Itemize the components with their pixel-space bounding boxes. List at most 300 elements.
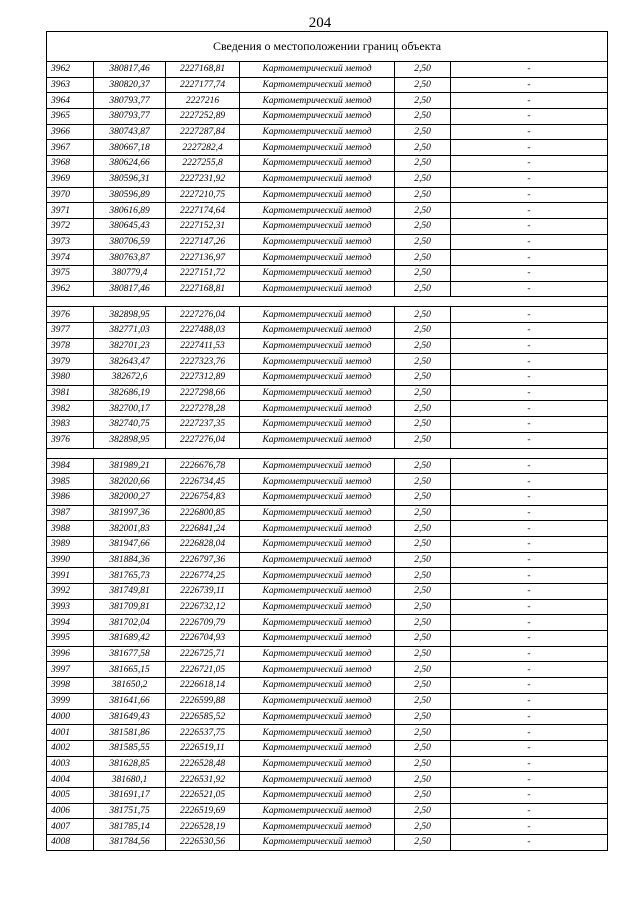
table-row — [47, 203, 608, 219]
accuracy-cell: 2,50 — [395, 109, 451, 125]
description-cell: - — [451, 599, 608, 615]
x-coordinate-cell: 380706,59 — [94, 234, 166, 250]
description-cell: - — [451, 370, 608, 386]
point-number-cell: 3965 — [47, 109, 94, 125]
description-cell: - — [451, 803, 608, 819]
y-coordinate-cell: 2227287,84 — [166, 124, 240, 140]
method-cell: Картометрический метод — [240, 354, 395, 370]
x-coordinate-cell: 381689,42 — [94, 631, 166, 647]
x-coordinate-cell: 382020,66 — [94, 474, 166, 490]
x-coordinate-cell: 382771,03 — [94, 323, 166, 339]
x-coordinate-cell: 382686,19 — [94, 385, 166, 401]
description-cell: - — [451, 693, 608, 709]
x-coordinate-cell: 380793,77 — [94, 109, 166, 125]
method-cell: Картометрический метод — [240, 474, 395, 490]
table-row — [47, 109, 608, 125]
method-cell: Картометрический метод — [240, 218, 395, 234]
method-cell: Картометрический метод — [240, 93, 395, 109]
method-cell: Картометрический метод — [240, 401, 395, 417]
y-coordinate-cell: 2227252,89 — [166, 109, 240, 125]
y-coordinate-cell: 2226709,79 — [166, 615, 240, 631]
table-row — [47, 599, 608, 615]
point-number-cell: 4006 — [47, 803, 94, 819]
y-coordinate-cell: 2226530,56 — [166, 835, 240, 851]
accuracy-cell: 2,50 — [395, 156, 451, 172]
x-coordinate-cell: 381785,14 — [94, 819, 166, 835]
method-cell: Картометрический метод — [240, 536, 395, 552]
method-cell: Картометрический метод — [240, 489, 395, 505]
method-cell: Картометрический метод — [240, 772, 395, 788]
method-cell: Картометрический метод — [240, 756, 395, 772]
point-number-cell: 3964 — [47, 93, 94, 109]
table-row — [47, 584, 608, 600]
point-number-cell: 3962 — [47, 281, 94, 297]
method-cell: Картометрический метод — [240, 678, 395, 694]
description-cell: - — [451, 474, 608, 490]
y-coordinate-cell: 2226585,52 — [166, 709, 240, 725]
point-number-cell: 3977 — [47, 323, 94, 339]
description-cell: - — [451, 584, 608, 600]
description-cell: - — [451, 203, 608, 219]
accuracy-cell: 2,50 — [395, 646, 451, 662]
point-number-cell: 3982 — [47, 401, 94, 417]
method-cell: Картометрический метод — [240, 171, 395, 187]
point-number-cell: 3997 — [47, 662, 94, 678]
table-row — [47, 265, 608, 281]
description-cell: - — [451, 62, 608, 78]
y-coordinate-cell: 2226732,12 — [166, 599, 240, 615]
description-cell: - — [451, 354, 608, 370]
method-cell: Картометрический метод — [240, 740, 395, 756]
method-cell: Картометрический метод — [240, 646, 395, 662]
y-coordinate-cell: 2226537,75 — [166, 725, 240, 741]
x-coordinate-cell: 381989,21 — [94, 458, 166, 474]
method-cell: Картометрический метод — [240, 109, 395, 125]
description-cell: - — [451, 631, 608, 647]
point-number-cell: 3968 — [47, 156, 94, 172]
y-coordinate-cell: 2226618,14 — [166, 678, 240, 694]
x-coordinate-cell: 380645,43 — [94, 218, 166, 234]
point-number-cell: 3991 — [47, 568, 94, 584]
x-coordinate-cell: 382898,95 — [94, 432, 166, 448]
point-number-cell: 3986 — [47, 489, 94, 505]
accuracy-cell: 2,50 — [395, 756, 451, 772]
x-coordinate-cell: 382001,83 — [94, 521, 166, 537]
x-coordinate-cell: 381784,56 — [94, 835, 166, 851]
accuracy-cell: 2,50 — [395, 218, 451, 234]
point-number-cell: 3967 — [47, 140, 94, 156]
table-title: Сведения о местоположении границ объекта — [47, 32, 608, 62]
method-cell: Картометрический метод — [240, 370, 395, 386]
accuracy-cell: 2,50 — [395, 568, 451, 584]
y-coordinate-cell: 2226519,69 — [166, 803, 240, 819]
y-coordinate-cell: 2227231,92 — [166, 171, 240, 187]
point-number-cell: 3990 — [47, 552, 94, 568]
table-row — [47, 552, 608, 568]
table-row — [47, 536, 608, 552]
point-number-cell: 3978 — [47, 338, 94, 354]
table-row — [47, 156, 608, 172]
accuracy-cell: 2,50 — [395, 819, 451, 835]
table-row — [47, 385, 608, 401]
table-row — [47, 740, 608, 756]
point-number-cell: 3989 — [47, 536, 94, 552]
description-cell: - — [451, 615, 608, 631]
accuracy-cell: 2,50 — [395, 489, 451, 505]
description-cell: - — [451, 662, 608, 678]
point-number-cell: 3973 — [47, 234, 94, 250]
x-coordinate-cell: 380820,37 — [94, 77, 166, 93]
accuracy-cell: 2,50 — [395, 62, 451, 78]
x-coordinate-cell: 382000,27 — [94, 489, 166, 505]
x-coordinate-cell: 380667,18 — [94, 140, 166, 156]
y-coordinate-cell: 2226739,11 — [166, 584, 240, 600]
table-row — [47, 631, 608, 647]
accuracy-cell: 2,50 — [395, 521, 451, 537]
method-cell: Картометрический метод — [240, 599, 395, 615]
accuracy-cell: 2,50 — [395, 385, 451, 401]
table-row — [47, 307, 608, 323]
accuracy-cell: 2,50 — [395, 615, 451, 631]
point-number-cell: 3976 — [47, 432, 94, 448]
method-cell: Картометрический метод — [240, 323, 395, 339]
group-separator-row — [47, 297, 608, 307]
x-coordinate-cell: 380596,89 — [94, 187, 166, 203]
point-number-cell: 3983 — [47, 417, 94, 433]
y-coordinate-cell: 2226528,19 — [166, 819, 240, 835]
group-separator-cell — [47, 448, 608, 458]
x-coordinate-cell: 382643,47 — [94, 354, 166, 370]
y-coordinate-cell: 2227168,81 — [166, 281, 240, 297]
table-row — [47, 171, 608, 187]
description-cell: - — [451, 819, 608, 835]
table-row — [47, 93, 608, 109]
table-row — [47, 505, 608, 521]
method-cell: Картометрический метод — [240, 338, 395, 354]
accuracy-cell: 2,50 — [395, 338, 451, 354]
accuracy-cell: 2,50 — [395, 281, 451, 297]
x-coordinate-cell: 380817,46 — [94, 62, 166, 78]
description-cell: - — [451, 171, 608, 187]
method-cell: Картометрический метод — [240, 77, 395, 93]
description-cell: - — [451, 109, 608, 125]
method-cell: Картометрический метод — [240, 250, 395, 266]
description-cell: - — [451, 740, 608, 756]
accuracy-cell: 2,50 — [395, 803, 451, 819]
accuracy-cell: 2,50 — [395, 307, 451, 323]
x-coordinate-cell: 380779,4 — [94, 265, 166, 281]
table-row — [47, 787, 608, 803]
table-row — [47, 678, 608, 694]
point-number-cell: 4002 — [47, 740, 94, 756]
point-number-cell: 3974 — [47, 250, 94, 266]
point-number-cell: 4005 — [47, 787, 94, 803]
accuracy-cell: 2,50 — [395, 171, 451, 187]
point-number-cell: 3998 — [47, 678, 94, 694]
description-cell: - — [451, 489, 608, 505]
x-coordinate-cell: 381649,43 — [94, 709, 166, 725]
x-coordinate-cell: 380624,66 — [94, 156, 166, 172]
x-coordinate-cell: 381765,73 — [94, 568, 166, 584]
table-row — [47, 323, 608, 339]
y-coordinate-cell: 2227282,4 — [166, 140, 240, 156]
method-cell: Картометрический метод — [240, 803, 395, 819]
accuracy-cell: 2,50 — [395, 835, 451, 851]
point-number-cell: 3999 — [47, 693, 94, 709]
point-number-cell: 3985 — [47, 474, 94, 490]
accuracy-cell: 2,50 — [395, 370, 451, 386]
y-coordinate-cell: 2226725,71 — [166, 646, 240, 662]
x-coordinate-cell: 380596,31 — [94, 171, 166, 187]
table-row — [47, 417, 608, 433]
method-cell: Картометрический метод — [240, 725, 395, 741]
accuracy-cell: 2,50 — [395, 234, 451, 250]
description-cell: - — [451, 725, 608, 741]
accuracy-cell: 2,50 — [395, 250, 451, 266]
method-cell: Картометрический метод — [240, 662, 395, 678]
method-cell: Картометрический метод — [240, 631, 395, 647]
table-row — [47, 474, 608, 490]
method-cell: Картометрический метод — [240, 187, 395, 203]
accuracy-cell: 2,50 — [395, 725, 451, 741]
accuracy-cell: 2,50 — [395, 354, 451, 370]
y-coordinate-cell: 2226521,05 — [166, 787, 240, 803]
accuracy-cell: 2,50 — [395, 93, 451, 109]
boundary-coordinates-table — [46, 31, 608, 851]
point-number-cell: 4001 — [47, 725, 94, 741]
table-row — [47, 187, 608, 203]
method-cell: Картометрический метод — [240, 281, 395, 297]
y-coordinate-cell: 2226528,48 — [166, 756, 240, 772]
description-cell: - — [451, 323, 608, 339]
description-cell: - — [451, 124, 608, 140]
y-coordinate-cell: 2227276,04 — [166, 432, 240, 448]
y-coordinate-cell: 2227147,26 — [166, 234, 240, 250]
description-cell: - — [451, 77, 608, 93]
method-cell: Картометрический метод — [240, 417, 395, 433]
y-coordinate-cell: 2226519,11 — [166, 740, 240, 756]
table-row — [47, 709, 608, 725]
table-row — [47, 835, 608, 851]
method-cell: Картометрический метод — [240, 458, 395, 474]
y-coordinate-cell: 2226676,78 — [166, 458, 240, 474]
accuracy-cell: 2,50 — [395, 77, 451, 93]
point-number-cell: 3996 — [47, 646, 94, 662]
accuracy-cell: 2,50 — [395, 124, 451, 140]
y-coordinate-cell: 2227488,03 — [166, 323, 240, 339]
method-cell: Картометрический метод — [240, 124, 395, 140]
y-coordinate-cell: 2227216 — [166, 93, 240, 109]
method-cell: Картометрический метод — [240, 552, 395, 568]
x-coordinate-cell: 381585,55 — [94, 740, 166, 756]
y-coordinate-cell: 2227255,8 — [166, 156, 240, 172]
table-row — [47, 140, 608, 156]
method-cell: Картометрический метод — [240, 156, 395, 172]
table-row — [47, 354, 608, 370]
group-separator-cell — [47, 297, 608, 307]
table-row — [47, 234, 608, 250]
accuracy-cell: 2,50 — [395, 772, 451, 788]
description-cell: - — [451, 646, 608, 662]
description-cell: - — [451, 835, 608, 851]
point-number-cell: 3987 — [47, 505, 94, 521]
description-cell: - — [451, 772, 608, 788]
accuracy-cell: 2,50 — [395, 505, 451, 521]
point-number-cell: 3984 — [47, 458, 94, 474]
point-number-cell: 3976 — [47, 307, 94, 323]
y-coordinate-cell: 2226599,88 — [166, 693, 240, 709]
table-row — [47, 615, 608, 631]
x-coordinate-cell: 382898,95 — [94, 307, 166, 323]
accuracy-cell: 2,50 — [395, 417, 451, 433]
description-cell: - — [451, 307, 608, 323]
y-coordinate-cell: 2226800,85 — [166, 505, 240, 521]
description-cell: - — [451, 218, 608, 234]
table-row — [47, 662, 608, 678]
table-row — [47, 432, 608, 448]
accuracy-cell: 2,50 — [395, 584, 451, 600]
method-cell: Картометрический метод — [240, 835, 395, 851]
method-cell: Картометрический метод — [240, 385, 395, 401]
method-cell: Картометрический метод — [240, 265, 395, 281]
table-body — [47, 32, 608, 851]
method-cell: Картометрический метод — [240, 615, 395, 631]
description-cell: - — [451, 552, 608, 568]
method-cell: Картометрический метод — [240, 203, 395, 219]
point-number-cell: 3966 — [47, 124, 94, 140]
x-coordinate-cell: 381665,15 — [94, 662, 166, 678]
y-coordinate-cell: 2227174,64 — [166, 203, 240, 219]
description-cell: - — [451, 678, 608, 694]
accuracy-cell: 2,50 — [395, 432, 451, 448]
method-cell: Картометрический метод — [240, 62, 395, 78]
y-coordinate-cell: 2226828,04 — [166, 536, 240, 552]
description-cell: - — [451, 505, 608, 521]
method-cell: Картометрический метод — [240, 432, 395, 448]
method-cell: Картометрический метод — [240, 140, 395, 156]
point-number-cell: 4000 — [47, 709, 94, 725]
accuracy-cell: 2,50 — [395, 599, 451, 615]
point-number-cell: 3979 — [47, 354, 94, 370]
y-coordinate-cell: 2227312,89 — [166, 370, 240, 386]
point-number-cell: 3975 — [47, 265, 94, 281]
method-cell: Картометрический метод — [240, 584, 395, 600]
table-row — [47, 218, 608, 234]
accuracy-cell: 2,50 — [395, 662, 451, 678]
y-coordinate-cell: 2226774,25 — [166, 568, 240, 584]
table-row — [47, 281, 608, 297]
y-coordinate-cell: 2227177,74 — [166, 77, 240, 93]
point-number-cell: 3972 — [47, 218, 94, 234]
point-number-cell: 4007 — [47, 819, 94, 835]
x-coordinate-cell: 381677,58 — [94, 646, 166, 662]
accuracy-cell: 2,50 — [395, 140, 451, 156]
x-coordinate-cell: 382740,75 — [94, 417, 166, 433]
table-row — [47, 489, 608, 505]
method-cell: Картометрический метод — [240, 521, 395, 537]
point-number-cell: 3994 — [47, 615, 94, 631]
point-number-cell: 3981 — [47, 385, 94, 401]
y-coordinate-cell: 2226531,92 — [166, 772, 240, 788]
accuracy-cell: 2,50 — [395, 401, 451, 417]
accuracy-cell: 2,50 — [395, 740, 451, 756]
table-row — [47, 458, 608, 474]
page-number: 204 — [308, 15, 332, 31]
description-cell: - — [451, 568, 608, 584]
accuracy-cell: 2,50 — [395, 265, 451, 281]
x-coordinate-cell: 380616,89 — [94, 203, 166, 219]
description-cell: - — [451, 187, 608, 203]
description-cell: - — [451, 93, 608, 109]
y-coordinate-cell: 2226734,45 — [166, 474, 240, 490]
point-number-cell: 3970 — [47, 187, 94, 203]
table-row — [47, 646, 608, 662]
x-coordinate-cell: 381581,86 — [94, 725, 166, 741]
method-cell: Картометрический метод — [240, 307, 395, 323]
point-number-cell: 3962 — [47, 62, 94, 78]
table-row — [47, 521, 608, 537]
y-coordinate-cell: 2227168,81 — [166, 62, 240, 78]
x-coordinate-cell: 382700,17 — [94, 401, 166, 417]
point-number-cell: 3995 — [47, 631, 94, 647]
method-cell: Картометрический метод — [240, 568, 395, 584]
point-number-cell: 3992 — [47, 584, 94, 600]
table-row — [47, 568, 608, 584]
method-cell: Картометрический метод — [240, 819, 395, 835]
x-coordinate-cell: 382701,23 — [94, 338, 166, 354]
accuracy-cell: 2,50 — [395, 631, 451, 647]
point-number-cell: 3971 — [47, 203, 94, 219]
description-cell: - — [451, 234, 608, 250]
description-cell: - — [451, 756, 608, 772]
point-number-cell: 4008 — [47, 835, 94, 851]
table-row — [47, 62, 608, 78]
accuracy-cell: 2,50 — [395, 536, 451, 552]
accuracy-cell: 2,50 — [395, 458, 451, 474]
table-row — [47, 819, 608, 835]
x-coordinate-cell: 381691,17 — [94, 787, 166, 803]
table-row — [47, 338, 608, 354]
accuracy-cell: 2,50 — [395, 678, 451, 694]
y-coordinate-cell: 2227151,72 — [166, 265, 240, 281]
x-coordinate-cell: 380817,46 — [94, 281, 166, 297]
x-coordinate-cell: 380743,87 — [94, 124, 166, 140]
x-coordinate-cell: 380793,77 — [94, 93, 166, 109]
y-coordinate-cell: 2226721,05 — [166, 662, 240, 678]
description-cell: - — [451, 787, 608, 803]
accuracy-cell: 2,50 — [395, 187, 451, 203]
x-coordinate-cell: 381947,66 — [94, 536, 166, 552]
accuracy-cell: 2,50 — [395, 474, 451, 490]
description-cell: - — [451, 521, 608, 537]
method-cell: Картометрический метод — [240, 693, 395, 709]
description-cell: - — [451, 417, 608, 433]
y-coordinate-cell: 2227278,28 — [166, 401, 240, 417]
y-coordinate-cell: 2227237,35 — [166, 417, 240, 433]
point-number-cell: 3993 — [47, 599, 94, 615]
y-coordinate-cell: 2226841,24 — [166, 521, 240, 537]
description-cell: - — [451, 536, 608, 552]
accuracy-cell: 2,50 — [395, 552, 451, 568]
description-cell: - — [451, 281, 608, 297]
table-row — [47, 77, 608, 93]
group-separator-row — [47, 448, 608, 458]
x-coordinate-cell: 381751,75 — [94, 803, 166, 819]
method-cell: Картометрический метод — [240, 787, 395, 803]
x-coordinate-cell: 381709,81 — [94, 599, 166, 615]
accuracy-cell: 2,50 — [395, 323, 451, 339]
description-cell: - — [451, 458, 608, 474]
